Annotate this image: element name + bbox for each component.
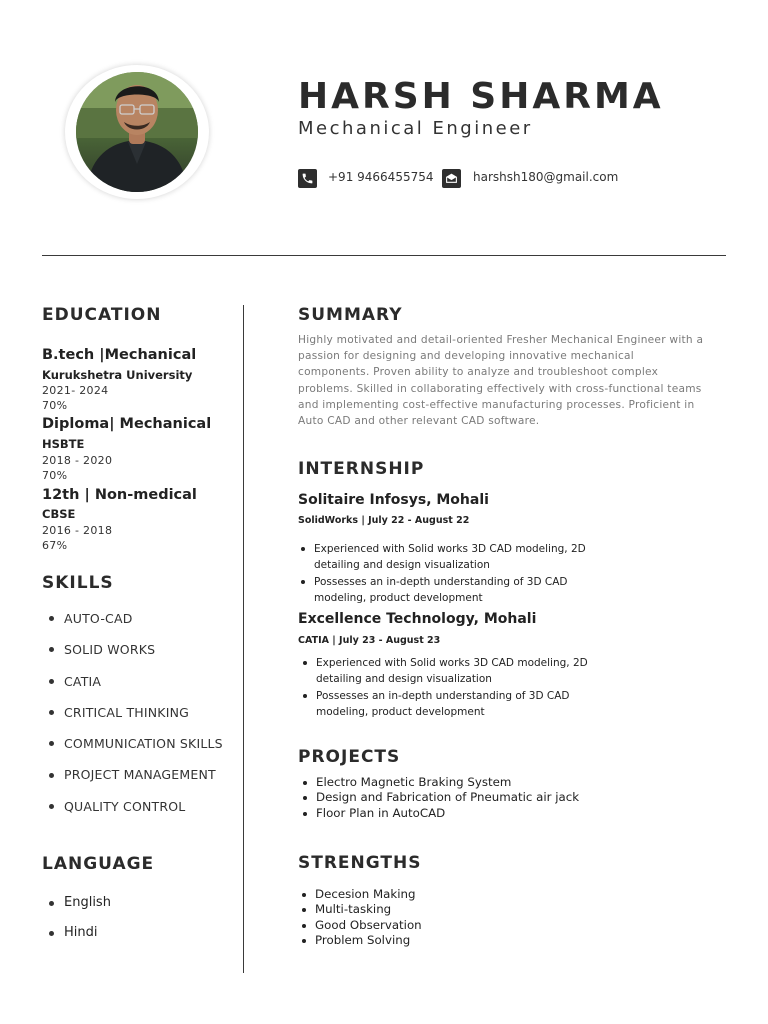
- education-institution: CBSE: [42, 507, 76, 521]
- phone-number[interactable]: +91 9466455754: [328, 170, 434, 184]
- header-divider: [42, 255, 726, 256]
- skill-item: AUTO-CAD: [42, 603, 223, 634]
- skills-list: [42, 603, 223, 822]
- language-item: Hindi: [42, 918, 111, 948]
- language-item: English: [42, 888, 111, 918]
- education-institution: HSBTE: [42, 437, 85, 451]
- language-list: [42, 888, 111, 948]
- internship-bullet: Experienced with Solid works 3D CAD modeling, 2D detailing and design visualization: [300, 655, 606, 688]
- education-degree: 12th | Non-medical: [42, 487, 197, 503]
- email-address[interactable]: harshsh180@gmail.com: [473, 170, 619, 184]
- summary-text: Highly motivated and detail-oriented Fresher Mechanical Engineer with a passion for designing and developing innovative mechanical components. Proven ability to analyze and troubleshoot complex problems. Skilled in collaborating effectively with cross-functional teams and implementing cost-effective manufacturing processes. Proficient in Auto CAD and other relevant CAD software.: [298, 334, 704, 428]
- internship-bullet: Possesses an in-depth understanding of 3D CAD modeling, product development: [298, 574, 604, 607]
- strength-item: Good Observation: [299, 918, 422, 933]
- phone-icon: [298, 169, 317, 188]
- education-years: 2016 - 2018: [42, 524, 113, 537]
- skill-item: PROJECT MANAGEMENT: [42, 759, 223, 790]
- internship-bullet: Experienced with Solid works 3D CAD modeling, 2D detailing and design visualization: [298, 541, 604, 574]
- skill-item: COMMUNICATION SKILLS: [42, 728, 223, 759]
- education-years: 2018 - 2020: [42, 454, 113, 467]
- education-score: 70%: [42, 399, 68, 412]
- strength-item: Decesion Making: [299, 887, 422, 902]
- internship-bullets: [298, 541, 604, 606]
- education-years: 2021- 2024: [42, 384, 109, 397]
- skill-item: CATIA: [42, 666, 223, 697]
- projects-heading: PROJECTS: [298, 747, 401, 767]
- skill-item: SOLID WORKS: [42, 634, 223, 665]
- internship-title: Excellence Technology, Mohali: [298, 611, 537, 627]
- candidate-role: Mechanical Engineer: [298, 118, 533, 139]
- candidate-name: HARSH SHARMA: [298, 76, 664, 117]
- internship-subtitle: SolidWorks | July 22 - August 22: [298, 515, 470, 526]
- strength-item: Problem Solving: [299, 933, 422, 948]
- strengths-heading: STRENGTHS: [298, 853, 422, 873]
- internship-bullet: Possesses an in-depth understanding of 3D CAD modeling, product development: [300, 688, 606, 721]
- internship-heading: INTERNSHIP: [298, 459, 425, 479]
- profile-photo: [76, 72, 198, 192]
- envelope-icon: [442, 169, 461, 188]
- education-institution: Kurukshetra University: [42, 368, 193, 382]
- project-item: Floor Plan in AutoCAD: [300, 806, 579, 821]
- summary-heading: SUMMARY: [298, 305, 403, 325]
- column-divider: [243, 305, 244, 973]
- education-score: 70%: [42, 469, 68, 482]
- strength-item: Multi-tasking: [299, 902, 422, 917]
- education-heading: EDUCATION: [42, 305, 162, 325]
- skills-heading: SKILLS: [42, 573, 114, 593]
- internship-subtitle: CATIA | July 23 - August 23: [298, 635, 441, 646]
- skill-item: CRITICAL THINKING: [42, 697, 223, 728]
- projects-list: [300, 775, 579, 821]
- education-score: 67%: [42, 539, 68, 552]
- profile-photo-frame: [65, 65, 209, 199]
- internship-bullets: [300, 655, 606, 720]
- education-degree: B.tech |Mechanical: [42, 347, 197, 363]
- project-item: Design and Fabrication of Pneumatic air jack: [300, 790, 579, 805]
- education-degree: Diploma| Mechanical: [42, 416, 212, 432]
- project-item: Electro Magnetic Braking System: [300, 775, 579, 790]
- strengths-list: [299, 887, 422, 948]
- language-heading: LANGUAGE: [42, 854, 155, 874]
- skill-item: QUALITY CONTROL: [42, 791, 223, 822]
- internship-title: Solitaire Infosys, Mohali: [298, 492, 489, 508]
